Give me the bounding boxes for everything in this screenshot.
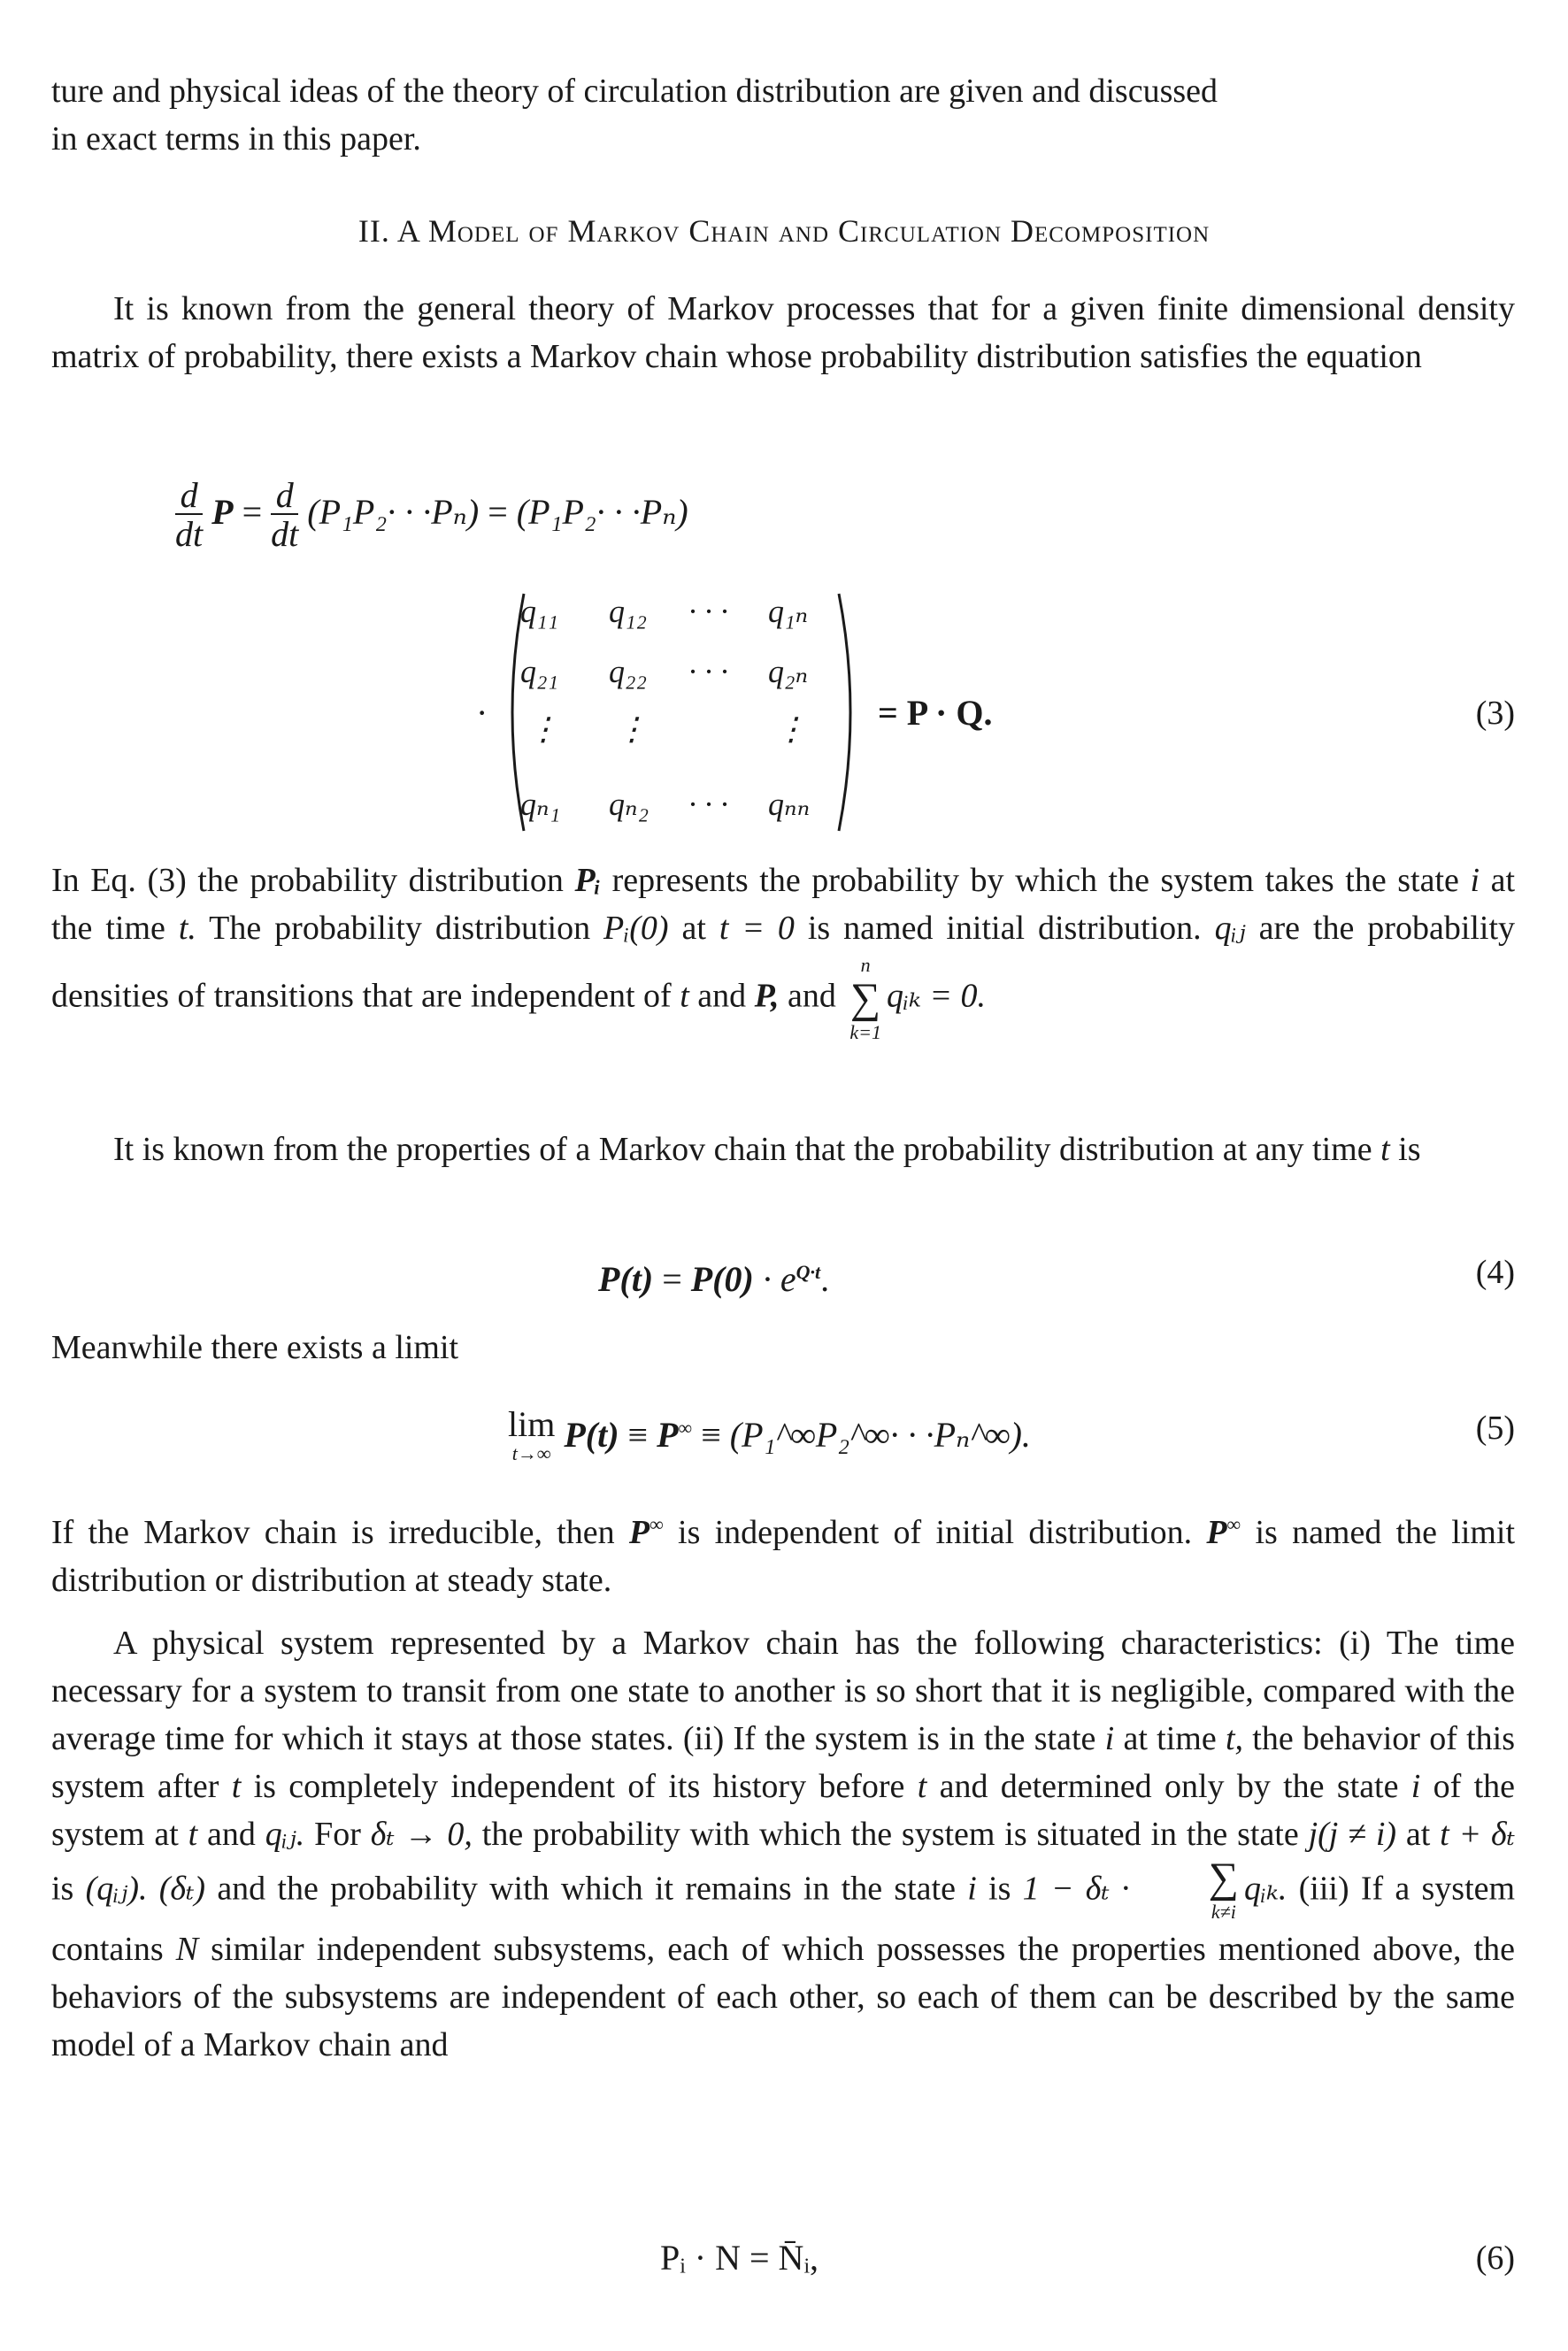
paragraph-irreducible: If the Markov chain is irreducible, then P∞ is independent of initial distribution. P∞ is named the limit distribution or distribution at steady state. [51,1513,1516,1599]
matrix-cell: qₙₙ [768,787,811,822]
q-matrix [511,591,848,830]
equation-number-6: (6) [1475,2240,1515,2277]
matrix-cell: · · · [688,594,728,629]
matrix-cell: q₂₁ [520,654,559,689]
equation-number-3: (3) [1475,695,1515,732]
section-heading: II. A Model of Markov Chain and Circulation Decomposition [357,213,1211,249]
matrix-cell: qₙ₂ [609,787,649,822]
vector-p: P [211,492,234,533]
equation-5: lim t→∞ P(t) ≡ P∞ ≡ (P₁^∞P₂^∞· · ·Pₙ^∞). [508,1404,1031,1464]
equation-number-4: (4) [1475,1254,1515,1291]
d-dt-fraction-2: $\frac{d}{dt}$ [271,475,299,554]
summation: n ∑ k=1 [849,954,881,1043]
limit-operator: lim t→∞ [508,1404,556,1464]
equation-6: Pᵢ · N = N̄ᵢ, [660,2238,819,2278]
matrix-cell: q₂ₙ [768,654,809,689]
equation-3-line1: $\frac{d}{dt}$ P = $\frac{d}{dt}$ (P₁P₂· · ·Pₙ) = (P₁P₂· · ·Pₙ) [175,475,688,554]
paragraph-markov-intro: It is known from the general theory of Markov processes that for a given finite dimensional density matrix of probability, there exists a Markov chain whose probability distribution satisfies the equation [51,290,1515,375]
vector-components-rhs: (P₁P₂· · ·Pₙ) [516,492,688,533]
intro-paragraph [51,67,1515,163]
paragraph-eq3-explanation: In Eq. (3) the probability distribution Pᵢ represents the probability by which the system takes the state i at the time t. The probability distribution Pᵢ(0) at t = 0 is named initial distribution. qᵢⱼ are the probability densities of transitions that are independent of t and P, and n ∑ k=1 qᵢₖ = 0. [51,857,1515,1046]
matrix-cell: qₙ₁ [520,787,561,822]
d-dt-fraction: $\frac{d}{dt}$ [175,475,204,554]
matrix-cell: ⋮ [775,711,807,747]
matrix-cell: q₂₂ [609,654,648,689]
matrix-cell: ⋮ [616,711,648,747]
paragraph-properties: It is known from the properties of a Markov chain that the probability distribution at any time t is [113,1131,1421,1168]
matrix-cell: q₁₂ [609,594,648,629]
paragraph-limit: Meanwhile there exists a limit [51,1329,459,1366]
matrix-dot: · [476,693,488,733]
equation-3-result: = P · Q. [878,693,993,733]
summation-k-ne-i: ∑ k≠i [1208,1855,1240,1923]
matrix-cell: · · · [688,654,728,689]
paragraph-characteristics: A physical system represented by a Markov chain has the following characteristics: (i) The time necessary for a system to transit from one state to another is so short that it is negligible, compared with the average time for which it stays at those states. (ii) If the system is in the state i at time t, the behavior of this system after t is completely independent of its history before t and determined only by the state i of the system at t and qᵢⱼ. For δₜ → 0, the probability with which the system is situated in the state j(j ≠ i) at t + δₜ is (qᵢⱼ). (δₜ) and the probability with which it remains in the state i is 1 − δₜ · ∑ k≠i qᵢₖ. (iii) If a system contains N similar independent subsystems, each of which possesses the properties mentioned above, the behaviors of the subsystems are independent of each other, so each of them can be described by the same model of a Markov chain and [51,1625,1516,2063]
equation-4: $P(t) = P(0) \cdot e^{Q\cdot t}$. [598,1259,830,1299]
matrix-cell: q₁₁ [520,594,559,629]
equation-number-5: (5) [1475,1410,1515,1447]
intro-line-1: ture and physical ideas of the theory of circulation distribution are given and discussed [51,73,1218,110]
matrix-cell: · · · [688,787,728,822]
vector-components: (P₁P₂· · ·Pₙ) [307,492,480,533]
matrix-cell: q₁ₙ [768,594,809,629]
intro-line-2: in exact terms in this paper. [51,120,421,158]
matrix-cell: ⋮ [527,711,559,747]
